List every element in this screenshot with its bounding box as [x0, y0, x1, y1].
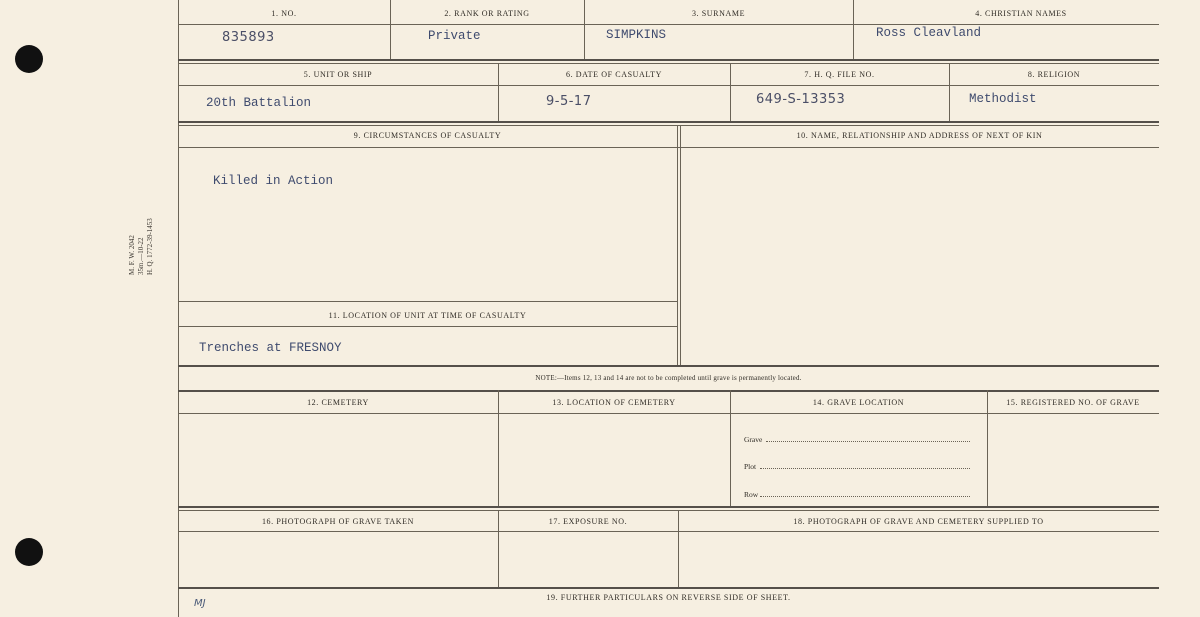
plot-row-label: Plot: [744, 462, 757, 471]
circumstances-value: Killed in Action: [213, 174, 334, 188]
date-of-casualty-value: 9-5-17: [546, 94, 592, 109]
registered-no-label: 15. REGISTERED NO. OF GRAVE: [1006, 398, 1140, 407]
form-code: M. F. W. 2042 35m.—10-22 H. Q. 1772-39-1453: [128, 218, 154, 275]
photo-supplied-label: 18. PHOTOGRAPH OF GRAVE AND CEMETERY SUPPLIED TO: [793, 517, 1044, 526]
no-label: 1. NO.: [271, 9, 297, 18]
surname-value: SIMPKINS: [606, 28, 667, 42]
note-text: NOTE:—Items 12, 13 and 14 are not to be completed until grave is permanently located.: [535, 374, 802, 382]
further-particulars-label: 19. FURTHER PARTICULARS ON REVERSE SIDE OF SHEET.: [546, 593, 791, 602]
religion-label: 8. RELIGION: [1027, 70, 1081, 79]
circumstances-label: 9. CIRCUMSTANCES OF CASUALTY: [353, 131, 502, 140]
binder-hole-bottom: [15, 538, 43, 566]
exposure-no-label: 17. EXPOSURE NO.: [548, 517, 628, 526]
location-of-cemetery-label: 13. LOCATION OF CEMETERY: [552, 398, 676, 407]
surname-label: 3. SURNAME: [691, 9, 746, 18]
grave-row-label: Grave: [744, 435, 763, 444]
cemetery-label: 12. CEMETERY: [307, 398, 369, 407]
unit-label: 5. UNIT OR SHIP: [303, 70, 373, 79]
location-of-unit-value: Trenches at FRESNOY: [199, 341, 342, 355]
photo-taken-label: 16. PHOTOGRAPH OF GRAVE TAKEN: [261, 517, 415, 526]
next-of-kin-label: 10. NAME, RELATIONSHIP AND ADDRESS OF NEXT OF KIN: [796, 131, 1043, 140]
unit-value: 20th Battalion: [206, 96, 312, 110]
christian-names-value: Ross Cleavland: [876, 26, 982, 40]
grave-location-label: 14. GRAVE LOCATION: [812, 398, 905, 407]
rank-value: Private: [428, 29, 481, 43]
clerk-initials: MJ: [194, 598, 206, 609]
christian-names-label: 4. CHRISTIAN NAMES: [975, 9, 1067, 18]
service-number: 835893: [222, 30, 275, 45]
rank-label: 2. RANK OR RATING: [444, 9, 530, 18]
location-of-unit-label: 11. LOCATION OF UNIT AT TIME OF CASUALTY: [328, 311, 527, 320]
date-of-casualty-label: 6. DATE OF CASUALTY: [565, 70, 662, 79]
religion-value: Methodist: [969, 92, 1037, 106]
binder-hole-top: [15, 45, 43, 73]
hq-file-label: 7. H. Q. FILE NO.: [804, 70, 875, 79]
hq-file-value: 649-S-13353: [756, 92, 846, 107]
row-row-label: Row: [744, 490, 759, 499]
